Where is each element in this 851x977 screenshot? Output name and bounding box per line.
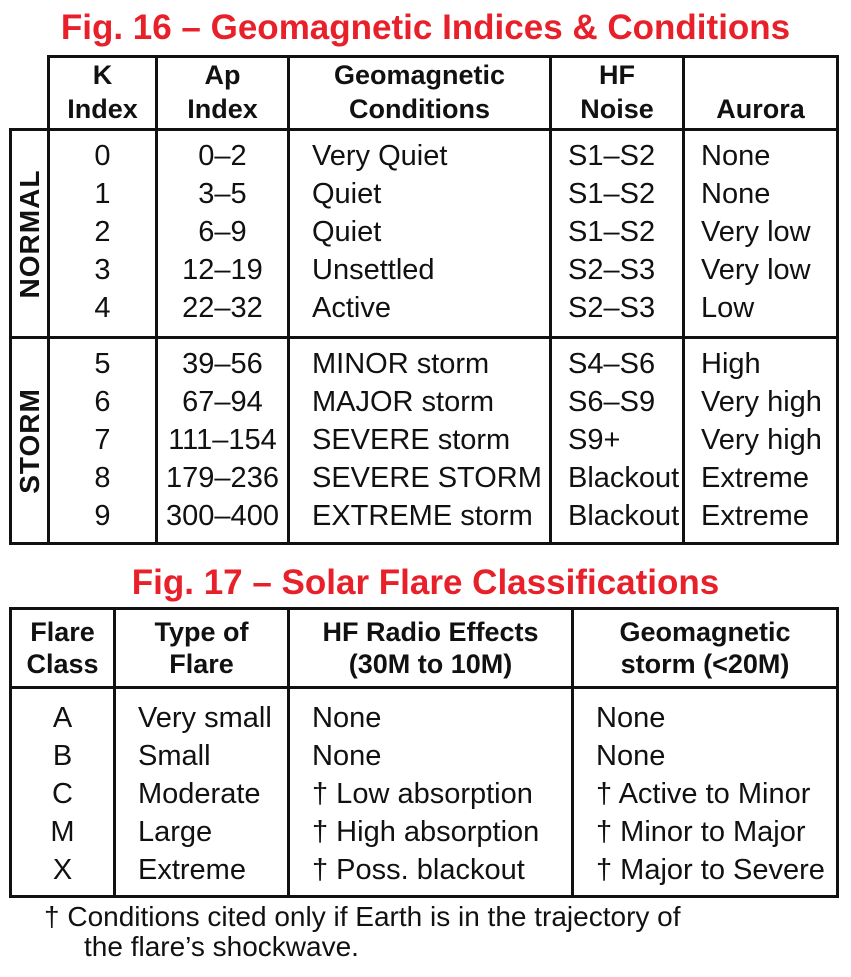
hf-radio-effects-header: HF Radio Effects (30M to 10M) <box>289 609 573 688</box>
geomagnetic-storm-column: None None † Active to Minor † Minor to Major † Major to Severe <box>573 688 838 897</box>
fig17-title: Fig. 17 – Solar Flare Classifications <box>131 563 720 602</box>
k-index-header: K Index <box>49 57 157 130</box>
aurora-column: High Very high Very high Extreme Extreme <box>684 338 838 544</box>
flare-class-header: Flare Class <box>11 609 115 688</box>
normal-group-row <box>11 130 838 338</box>
hf-noise-header: HF Noise <box>551 57 684 130</box>
flare-class-column: A B C M X <box>11 688 115 897</box>
header-row <box>11 609 838 688</box>
k-index-column: 5 6 7 8 9 <box>49 338 157 544</box>
geomagnetic-indices-table <box>9 55 839 545</box>
conditions-column: Very Quiet Quiet Quiet Unsettled Active <box>289 130 551 338</box>
footnote <box>44 902 824 962</box>
normal-group-label: NORMAL <box>11 130 49 338</box>
corner-cell <box>11 57 49 130</box>
header-row <box>11 57 838 130</box>
ap-index-column: 0–2 3–5 6–9 12–19 22–32 <box>157 130 289 338</box>
aurora-header: Aurora <box>684 57 838 130</box>
flare-type-column: Very small Small Moderate Large Extreme <box>115 688 289 897</box>
aurora-column: None None Very low Very low Low <box>684 130 838 338</box>
fig16-title: Fig. 16 – Geomagnetic Indices & Conditions <box>60 8 791 47</box>
ap-index-column: 39–56 67–94 111–154 179–236 300–400 <box>157 338 289 544</box>
ap-index-header: Ap Index <box>157 57 289 130</box>
geomagnetic-storm-header: Geomagnetic storm (<20M) <box>573 609 838 688</box>
k-index-column: 0 1 2 3 4 <box>49 130 157 338</box>
storm-group-label: STORM <box>11 338 49 544</box>
conditions-header: Geomagnetic Conditions <box>289 57 551 130</box>
hf-noise-column: S4–S6 S6–S9 S9+ Blackout Blackout <box>551 338 684 544</box>
hf-noise-column: S1–S2 S1–S2 S1–S2 S2–S3 S2–S3 <box>551 130 684 338</box>
flare-type-header: Type of Flare <box>115 609 289 688</box>
hf-radio-effects-column: None None † Low absorption † High absorption † Poss. blackout <box>289 688 573 897</box>
conditions-column: MINOR storm MAJOR storm SEVERE storm SEVERE STORM EXTREME storm <box>289 338 551 544</box>
solar-flare-table <box>9 607 839 898</box>
storm-group-row <box>11 338 838 544</box>
footnote-line-1: † Conditions cited only if Earth is in the trajectory of <box>44 901 681 932</box>
footnote-line-2: the flare’s shockwave. <box>84 931 359 962</box>
flare-data-row <box>11 688 838 897</box>
